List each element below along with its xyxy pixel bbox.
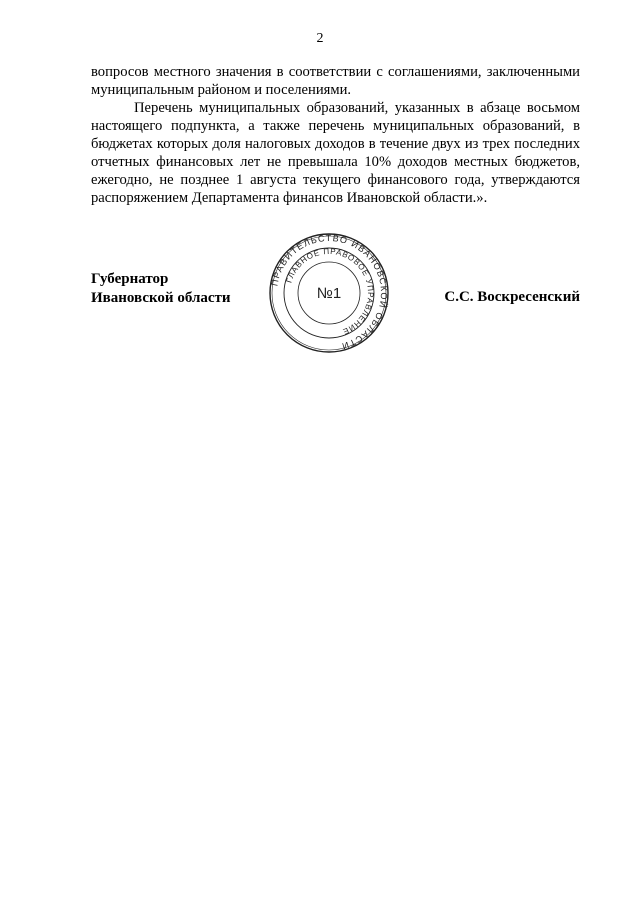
seal-outer-text: ПРАВИТЕЛЬСТВО ИВАНОВСКОЙ ОБЛАСТИ xyxy=(269,232,390,352)
seal-number: №1 xyxy=(316,285,342,302)
official-seal-stamp xyxy=(268,232,390,354)
signatory-title xyxy=(91,270,231,308)
signatory-title-line-1: Губернатор xyxy=(91,271,169,287)
page-number: 2 xyxy=(316,31,324,46)
signatory-name: С.С. Воскресенский xyxy=(444,289,580,305)
document-body xyxy=(91,63,580,207)
paragraph-1: вопросов местного значения в соответствии с соглашениями, заключенными муниципальным районом и поселениями. xyxy=(91,64,580,98)
paragraph-2: Перечень муниципальных образований, указанных в абзаце восьмом настоящего подпункта, а также перечень муниципальных образований, в бюджетах которых доля налоговых доходов в течение двух из трех последних отчетных финансовых лет не превышала 10% доходов местных бюджетов, ежегодно, не позднее 1 августа текущего финансового года, утверждаются распоряжением Департамента финансов Ивановской области.». xyxy=(91,100,580,206)
seal-inner-text: ГЛАВНОЕ ПРАВОВОЕ УПРАВЛЕНИЕ xyxy=(284,246,376,337)
signatory-title-line-2: Ивановской области xyxy=(91,290,231,306)
